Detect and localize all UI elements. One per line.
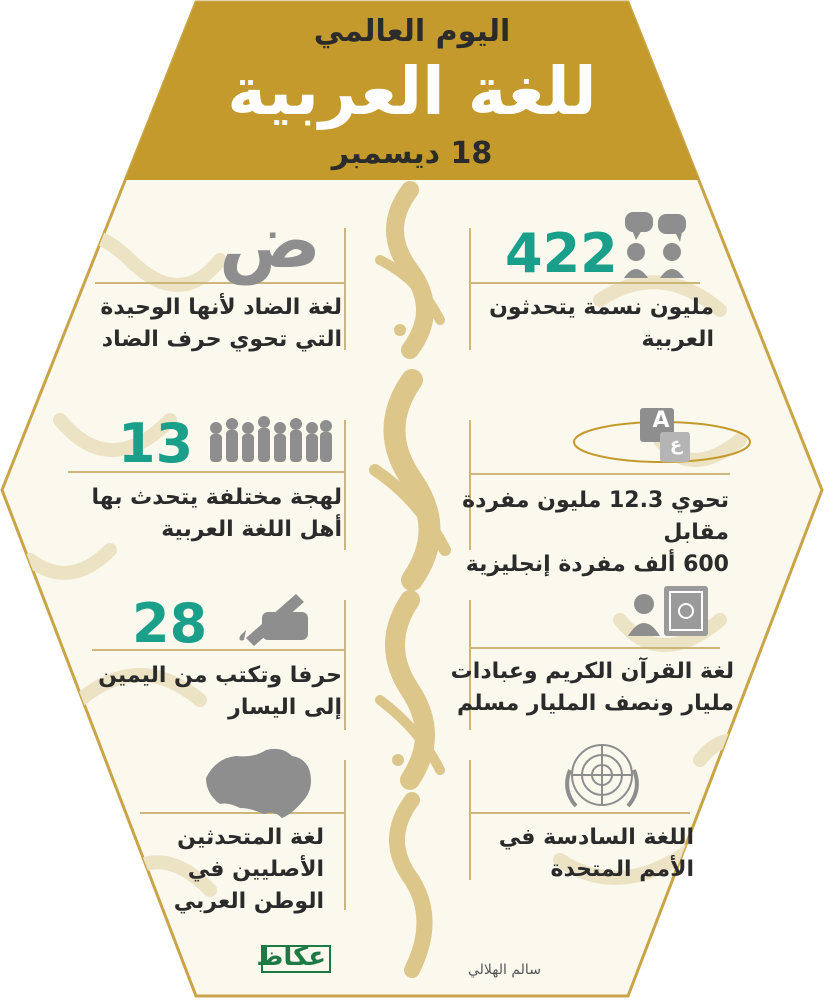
fact-line: التي تحوي حرف الضاد bbox=[101, 327, 342, 352]
fact-text-dialects bbox=[62, 482, 342, 546]
fact-line: لغة الضاد لأنها الوحيدة bbox=[100, 295, 342, 320]
author-credit: سالم الهلالي bbox=[468, 962, 541, 978]
fact-line: العربية bbox=[641, 327, 714, 352]
fact-line: إلى اليسار bbox=[228, 695, 342, 720]
fact-line: 600 ألف مفردة إنجليزية bbox=[465, 552, 729, 577]
fact-line: الوطن العربي bbox=[173, 889, 324, 914]
fact-text-un bbox=[454, 822, 694, 886]
fact-line: اللغة السادسة في bbox=[498, 825, 694, 850]
fact-line: الأمم المتحدة bbox=[550, 857, 694, 882]
fact-text-quran bbox=[444, 656, 734, 720]
fact-line: حرفا وتكتب من اليمين bbox=[98, 663, 342, 688]
dad-letter-icon: ض bbox=[218, 196, 322, 285]
fact-number-speakers: 422 bbox=[505, 222, 618, 285]
fact-number-letters: 28 bbox=[132, 592, 208, 655]
fact-number-dialects: 13 bbox=[118, 412, 194, 475]
header-date: 18 ديسمبر bbox=[331, 136, 493, 171]
fact-text-dad bbox=[82, 292, 342, 356]
okaz-logo: عكاظ bbox=[256, 942, 326, 972]
header-main-title: للغة العربية bbox=[227, 53, 597, 130]
fact-line: أهل اللغة العربية bbox=[161, 517, 342, 542]
fact-line: مليار ونصف المليار مسلم bbox=[457, 691, 734, 716]
fact-text-speakers bbox=[474, 292, 714, 356]
translate-letter-a: A bbox=[652, 408, 670, 433]
fact-text-native bbox=[124, 822, 324, 918]
fact-line: الأصليين في bbox=[187, 857, 324, 882]
translate-letter-ain: ع bbox=[669, 434, 683, 455]
header-top-line: اليوم العالمي bbox=[313, 14, 511, 49]
fact-line: مليون نسمة يتحدثون bbox=[489, 295, 714, 320]
fact-line: لغة المتحدثين bbox=[177, 825, 324, 850]
fact-line: لغة القرآن الكريم وعبادات bbox=[450, 659, 734, 684]
fact-line: لهجة مختلفة يتحدث بها bbox=[91, 485, 342, 510]
fact-text-vocabulary bbox=[439, 485, 729, 581]
fact-text-letters bbox=[82, 660, 342, 724]
fact-line: تحوي 12.3 مليون مفردة مقابل bbox=[462, 488, 729, 545]
